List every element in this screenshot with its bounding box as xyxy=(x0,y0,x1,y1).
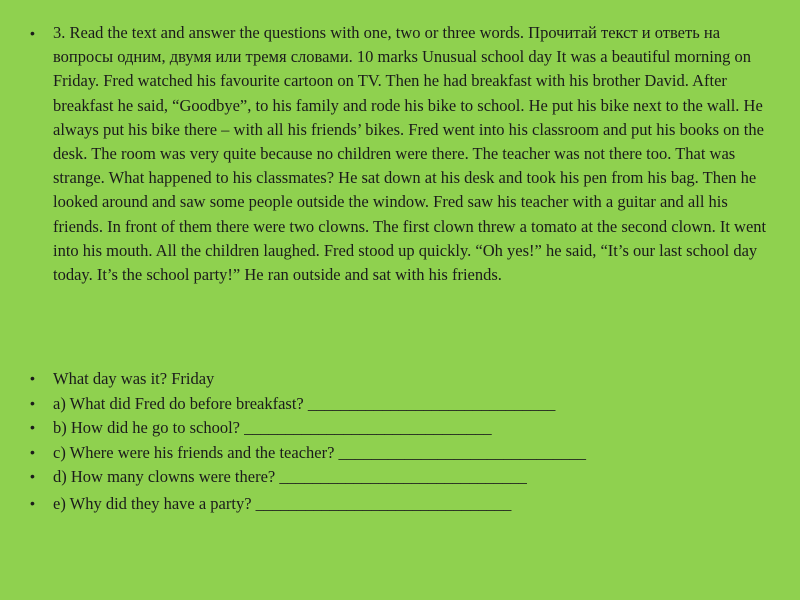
question-day: • What day was it? Friday xyxy=(28,369,780,388)
question-a: • a) What did Fred do before breakfast? ______________________________ xyxy=(28,394,780,413)
question-c: • c) Where were his friends and the teacher? ______________________________ xyxy=(28,443,780,462)
reading-passage-list xyxy=(28,21,780,287)
question-d: • d) How many clowns were there? ______________________________ xyxy=(28,467,780,486)
question-b: • b) How did he go to school? ______________________________ xyxy=(28,418,780,437)
question-e: • e) Why did they have a party? _______________________________ xyxy=(28,494,780,513)
reading-passage: • 3. Read the text and answer the questions with one, two or three words. Прочитай текст и ответь на вопросы одним, двумя или тремя словами. 10 marks Unusual school day It was a beautiful morning on Friday. Fred watched his favourite cartoon on TV. Then he had breakfast with his brother David. After breakfast he said, “Goodbye”, to his family and rode his bike to school. He put his bike next to the wall. He always put his bike there – with all his friends’ bikes. Fred went into his classroom and put his books on the desk. The room was very quite because no children were there. The teacher was not there too. That was strange. What happened to his classmates? He sat down at his desk and took his pen from his bag. Then he looked around and saw some people outside the window. Fred saw his teacher with a guitar and all his friends. In front of them there were two clowns. The first clown threw a tomato at the second clown. It went into his mouth. All the children laughed. Fred stood up quickly. “Oh yes!” he said, “It’s our last school day today. It’s the school party!” He ran outside and sat with his friends. xyxy=(28,21,780,287)
questions-list xyxy=(28,369,780,519)
